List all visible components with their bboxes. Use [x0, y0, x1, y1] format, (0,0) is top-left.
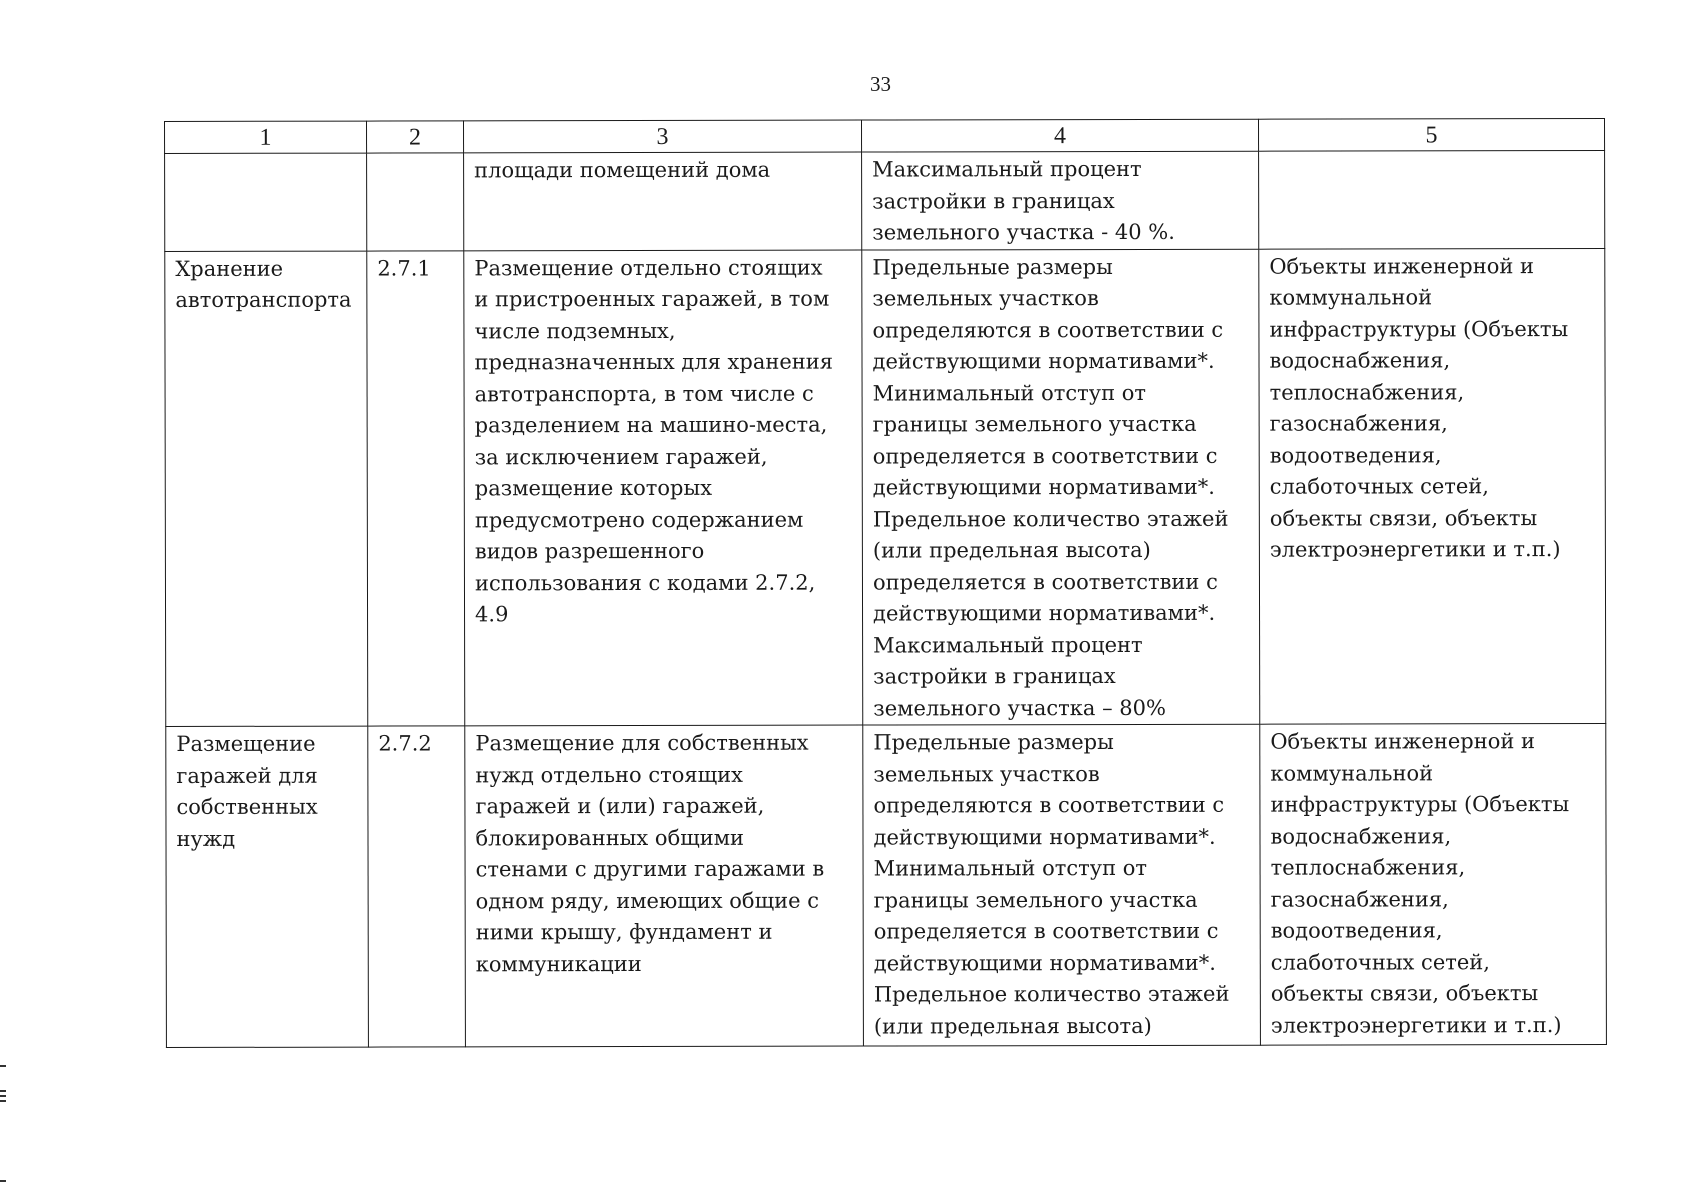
column-header-3: 3 — [464, 120, 862, 153]
scan-margin-mark — [0, 1065, 6, 1067]
scan-margin-mark — [0, 1180, 6, 1182]
row-use-type: Размещение гаражей для собственных нужд — [166, 726, 369, 1047]
table-row — [165, 248, 1606, 727]
row-code — [367, 153, 464, 251]
scan-margin-mark — [0, 1095, 6, 1097]
row-use-type: Хранение автотранспорта — [165, 251, 368, 727]
row-description: площади помещений дома — [464, 152, 862, 250]
row-description: Размещение отдельно стоящих и пристроенных гаражей, в том числе подземных, предназначенных для хранения автотранспорта, в том числе с разделением на машино-места, за исключением гаражей, размещение которых предусмотрено содержанием видов разрешенного использования с кодами 2.7.2, 4.9 — [464, 250, 863, 726]
scan-margin-mark — [0, 1090, 6, 1092]
column-header-5: 5 — [1258, 118, 1604, 151]
row-code: 2.7.2 — [368, 726, 466, 1047]
table-header-row — [165, 118, 1605, 153]
column-header-1: 1 — [165, 121, 367, 153]
row-code: 2.7.1 — [367, 250, 465, 726]
row-auxiliary-objects: Объекты инженерной и коммунальной инфраструктуры (Объекты водоснабжения, теплоснабжения, газоснабжения, водоотведения, слаботочных сетей, объекты связи, объекты электроэнергетики и т.п.) — [1259, 248, 1606, 724]
row-auxiliary-objects: Объекты инженерной и коммунальной инфраструктуры (Объекты водоснабжения, теплоснабжения, газоснабжения, водоотведения, слаботочных сетей, объекты связи, объекты электроэнергетики и т.п.) — [1260, 723, 1607, 1045]
row-description: Размещение для собственных нужд отдельно стоящих гаражей и (или) гаражей, блокированных общими стенами с другими гаражами в одном ряду, имеющих общие с ними крышу, фундамент и коммуникации — [465, 725, 864, 1047]
row-parameters: Предельные размеры земельных участков определяются в соответствии с действующими нормативами*. Минимальный отступ от границы земельного участка определяется в соответствии с действующими нормативами*. Предельное количество этажей (или предельная высота) — [863, 724, 1261, 1046]
table-row — [165, 150, 1605, 251]
land-use-table — [164, 118, 1607, 1048]
column-header-4: 4 — [861, 119, 1258, 152]
scan-margin-mark — [0, 1100, 6, 1102]
column-header-2: 2 — [367, 121, 464, 153]
row-parameters: Максимальный процент застройки в границах земельного участка - 40 %. — [862, 151, 1259, 249]
row-parameters: Предельные размеры земельных участков определяются в соответствии с действующими нормативами*. Минимальный отступ от границы земельного участка определяется в соответствии с действующими нормативами*. Предельное количество этажей (или предельная высота) определяется в соответствии с действующими нормативами*. Максимальный процент застройки в границах земельного участка – 80% — [862, 249, 1260, 725]
table-row — [166, 723, 1607, 1047]
row-use-type — [165, 153, 367, 251]
page-number: 33 — [870, 72, 891, 96]
row-auxiliary-objects — [1259, 150, 1605, 248]
